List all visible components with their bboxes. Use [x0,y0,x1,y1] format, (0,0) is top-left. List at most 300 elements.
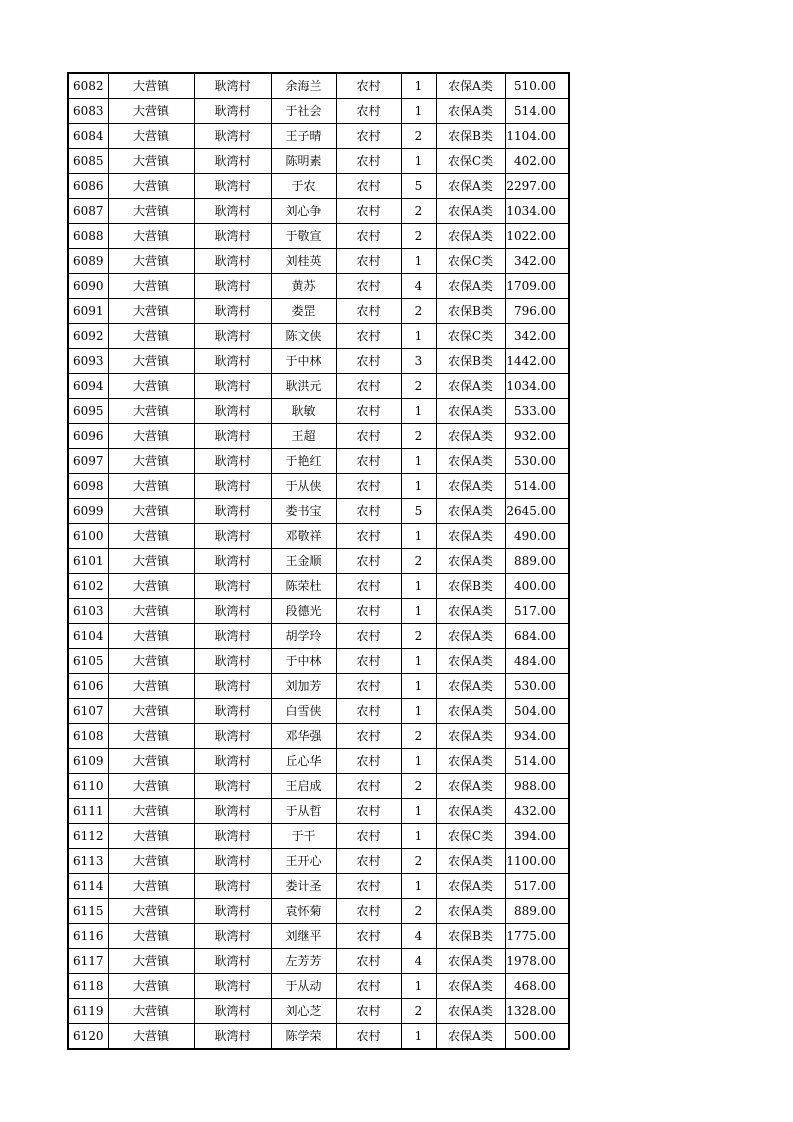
cell-amount: 1709.00 [505,274,569,299]
cell-amount: 1034.00 [505,374,569,399]
cell-member-count: 2 [401,224,436,249]
cell-member-count: 1 [401,399,436,424]
cell-household-type: 农村 [336,999,401,1024]
cell-town: 大营镇 [108,524,194,549]
cell-insurance-class: 农保A类 [436,649,505,674]
cell-town: 大营镇 [108,599,194,624]
cell-member-count: 1 [401,824,436,849]
cell-member-count: 1 [401,73,436,99]
cell-member-count: 4 [401,274,436,299]
cell-insurance-class: 农保A类 [436,674,505,699]
cell-insurance-class: 农保B类 [436,924,505,949]
cell-insurance-class: 农保A类 [436,399,505,424]
cell-name: 刘桂英 [271,249,336,274]
cell-village: 耿湾村 [194,724,271,749]
cell-amount: 796.00 [505,299,569,324]
cell-name: 于艳红 [271,449,336,474]
cell-row-number: 6103 [68,599,108,624]
cell-amount: 1034.00 [505,199,569,224]
cell-household-type: 农村 [336,849,401,874]
cell-insurance-class: 农保B类 [436,124,505,149]
cell-member-count: 1 [401,149,436,174]
cell-member-count: 4 [401,924,436,949]
cell-row-number: 6105 [68,649,108,674]
cell-town: 大营镇 [108,824,194,849]
table-row [68,224,569,249]
cell-amount: 889.00 [505,549,569,574]
table-row [68,924,569,949]
cell-row-number: 6097 [68,449,108,474]
cell-insurance-class: 农保A类 [436,699,505,724]
cell-member-count: 2 [401,849,436,874]
cell-row-number: 6082 [68,73,108,99]
table-row [68,524,569,549]
cell-amount: 533.00 [505,399,569,424]
table-row [68,299,569,324]
cell-village: 耿湾村 [194,974,271,999]
cell-household-type: 农村 [336,73,401,99]
cell-amount: 504.00 [505,699,569,724]
cell-row-number: 6111 [68,799,108,824]
cell-insurance-class: 农保A类 [436,749,505,774]
cell-amount: 934.00 [505,724,569,749]
cell-name: 邓敬祥 [271,524,336,549]
cell-name: 娄罡 [271,299,336,324]
cell-insurance-class: 农保A类 [436,1024,505,1050]
cell-household-type: 农村 [336,899,401,924]
cell-amount: 1775.00 [505,924,569,949]
cell-town: 大营镇 [108,999,194,1024]
cell-village: 耿湾村 [194,949,271,974]
table-row [68,799,569,824]
cell-name: 于干 [271,824,336,849]
cell-name: 王子晴 [271,124,336,149]
cell-town: 大营镇 [108,499,194,524]
cell-insurance-class: 农保A类 [436,424,505,449]
cell-village: 耿湾村 [194,549,271,574]
cell-amount: 1104.00 [505,124,569,149]
cell-member-count: 2 [401,624,436,649]
cell-village: 耿湾村 [194,499,271,524]
cell-row-number: 6096 [68,424,108,449]
cell-row-number: 6094 [68,374,108,399]
cell-member-count: 1 [401,649,436,674]
cell-village: 耿湾村 [194,299,271,324]
cell-village: 耿湾村 [194,249,271,274]
table-row [68,449,569,474]
cell-row-number: 6115 [68,899,108,924]
cell-town: 大营镇 [108,249,194,274]
cell-amount: 514.00 [505,99,569,124]
cell-name: 刘继平 [271,924,336,949]
cell-member-count: 1 [401,699,436,724]
table-row [68,1024,569,1050]
table-row [68,499,569,524]
table-row [68,749,569,774]
cell-name: 于从哲 [271,799,336,824]
cell-insurance-class: 农保B类 [436,574,505,599]
cell-name: 于中林 [271,349,336,374]
cell-amount: 517.00 [505,874,569,899]
cell-insurance-class: 农保A类 [436,449,505,474]
cell-town: 大营镇 [108,149,194,174]
cell-row-number: 6117 [68,949,108,974]
table-row [68,549,569,574]
table-row [68,999,569,1024]
cell-name: 陈明素 [271,149,336,174]
cell-town: 大营镇 [108,399,194,424]
cell-name: 于社会 [271,99,336,124]
table-row [68,774,569,799]
cell-town: 大营镇 [108,1024,194,1050]
cell-household-type: 农村 [336,474,401,499]
cell-village: 耿湾村 [194,199,271,224]
cell-row-number: 6083 [68,99,108,124]
table-row [68,974,569,999]
cell-row-number: 6093 [68,349,108,374]
cell-member-count: 2 [401,299,436,324]
cell-village: 耿湾村 [194,874,271,899]
cell-insurance-class: 农保A类 [436,474,505,499]
cell-village: 耿湾村 [194,224,271,249]
cell-member-count: 1 [401,574,436,599]
cell-town: 大营镇 [108,674,194,699]
cell-amount: 510.00 [505,73,569,99]
cell-name: 陈荣杜 [271,574,336,599]
cell-household-type: 农村 [336,99,401,124]
cell-name: 段德光 [271,599,336,624]
cell-row-number: 6116 [68,924,108,949]
cell-household-type: 农村 [336,824,401,849]
cell-insurance-class: 农保A类 [436,549,505,574]
cell-member-count: 2 [401,774,436,799]
cell-name: 娄计圣 [271,874,336,899]
cell-insurance-class: 农保A类 [436,73,505,99]
cell-name: 丘心华 [271,749,336,774]
cell-name: 黄苏 [271,274,336,299]
cell-household-type: 农村 [336,199,401,224]
cell-village: 耿湾村 [194,449,271,474]
cell-household-type: 农村 [336,799,401,824]
cell-village: 耿湾村 [194,774,271,799]
table-row [68,674,569,699]
cell-village: 耿湾村 [194,399,271,424]
cell-household-type: 农村 [336,174,401,199]
cell-amount: 1100.00 [505,849,569,874]
cell-village: 耿湾村 [194,849,271,874]
cell-member-count: 2 [401,424,436,449]
cell-household-type: 农村 [336,649,401,674]
cell-amount: 394.00 [505,824,569,849]
cell-household-type: 农村 [336,124,401,149]
cell-row-number: 6095 [68,399,108,424]
cell-town: 大营镇 [108,649,194,674]
table-row [68,474,569,499]
cell-village: 耿湾村 [194,474,271,499]
cell-insurance-class: 农保A类 [436,849,505,874]
cell-town: 大营镇 [108,724,194,749]
cell-name: 王开心 [271,849,336,874]
cell-insurance-class: 农保A类 [436,874,505,899]
cell-household-type: 农村 [336,724,401,749]
cell-amount: 484.00 [505,649,569,674]
cell-amount: 490.00 [505,524,569,549]
cell-row-number: 6104 [68,624,108,649]
cell-name: 余海兰 [271,73,336,99]
cell-row-number: 6120 [68,1024,108,1050]
roster-sheet [67,72,570,1050]
cell-insurance-class: 农保B类 [436,299,505,324]
cell-member-count: 1 [401,974,436,999]
cell-row-number: 6087 [68,199,108,224]
cell-member-count: 2 [401,999,436,1024]
cell-name: 耿敏 [271,399,336,424]
cell-amount: 517.00 [505,599,569,624]
cell-village: 耿湾村 [194,124,271,149]
cell-insurance-class: 农保A类 [436,624,505,649]
cell-insurance-class: 农保C类 [436,324,505,349]
cell-village: 耿湾村 [194,899,271,924]
cell-name: 刘心芝 [271,999,336,1024]
cell-insurance-class: 农保A类 [436,599,505,624]
cell-amount: 514.00 [505,749,569,774]
cell-name: 陈学荣 [271,1024,336,1050]
cell-town: 大营镇 [108,549,194,574]
cell-amount: 514.00 [505,474,569,499]
cell-name: 刘心争 [271,199,336,224]
cell-row-number: 6102 [68,574,108,599]
cell-row-number: 6099 [68,499,108,524]
cell-village: 耿湾村 [194,99,271,124]
cell-row-number: 6108 [68,724,108,749]
cell-name: 耿洪元 [271,374,336,399]
cell-insurance-class: 农保C类 [436,149,505,174]
table-row [68,249,569,274]
cell-insurance-class: 农保A类 [436,949,505,974]
cell-household-type: 农村 [336,374,401,399]
table-row [68,649,569,674]
cell-household-type: 农村 [336,399,401,424]
table-row [68,724,569,749]
cell-name: 王超 [271,424,336,449]
cell-household-type: 农村 [336,299,401,324]
cell-row-number: 6106 [68,674,108,699]
cell-row-number: 6112 [68,824,108,849]
table-row [68,73,569,99]
cell-village: 耿湾村 [194,674,271,699]
cell-member-count: 1 [401,99,436,124]
cell-row-number: 6085 [68,149,108,174]
cell-town: 大营镇 [108,274,194,299]
cell-household-type: 农村 [336,574,401,599]
cell-member-count: 2 [401,899,436,924]
cell-member-count: 2 [401,724,436,749]
cell-amount: 988.00 [505,774,569,799]
cell-row-number: 6101 [68,549,108,574]
table-row [68,699,569,724]
cell-household-type: 农村 [336,249,401,274]
cell-amount: 2297.00 [505,174,569,199]
cell-village: 耿湾村 [194,374,271,399]
cell-town: 大营镇 [108,349,194,374]
cell-member-count: 1 [401,749,436,774]
cell-insurance-class: 农保A类 [436,724,505,749]
cell-member-count: 1 [401,799,436,824]
cell-town: 大营镇 [108,299,194,324]
cell-row-number: 6107 [68,699,108,724]
cell-name: 白雪侠 [271,699,336,724]
cell-village: 耿湾村 [194,324,271,349]
cell-name: 于从侠 [271,474,336,499]
cell-household-type: 农村 [336,524,401,549]
cell-member-count: 4 [401,949,436,974]
table-row [68,199,569,224]
cell-household-type: 农村 [336,549,401,574]
cell-member-count: 1 [401,1024,436,1050]
cell-amount: 932.00 [505,424,569,449]
cell-amount: 1022.00 [505,224,569,249]
table-row [68,849,569,874]
cell-amount: 684.00 [505,624,569,649]
cell-row-number: 6089 [68,249,108,274]
cell-insurance-class: 农保A类 [436,274,505,299]
cell-insurance-class: 农保A类 [436,774,505,799]
table-row [68,349,569,374]
table-row [68,624,569,649]
cell-name: 胡学玲 [271,624,336,649]
cell-household-type: 农村 [336,1024,401,1050]
table-row [68,874,569,899]
cell-town: 大营镇 [108,949,194,974]
cell-amount: 889.00 [505,899,569,924]
cell-village: 耿湾村 [194,349,271,374]
cell-name: 邓华强 [271,724,336,749]
table-row [68,949,569,974]
cell-household-type: 农村 [336,749,401,774]
cell-village: 耿湾村 [194,274,271,299]
cell-household-type: 农村 [336,499,401,524]
cell-amount: 1978.00 [505,949,569,974]
cell-household-type: 农村 [336,974,401,999]
cell-town: 大营镇 [108,749,194,774]
cell-household-type: 农村 [336,449,401,474]
cell-village: 耿湾村 [194,424,271,449]
cell-amount: 432.00 [505,799,569,824]
cell-amount: 400.00 [505,574,569,599]
cell-town: 大营镇 [108,624,194,649]
cell-household-type: 农村 [336,924,401,949]
cell-member-count: 2 [401,199,436,224]
cell-name: 左芳芳 [271,949,336,974]
cell-village: 耿湾村 [194,1024,271,1050]
table-row [68,899,569,924]
cell-amount: 468.00 [505,974,569,999]
cell-member-count: 2 [401,124,436,149]
cell-insurance-class: 农保A类 [436,524,505,549]
cell-member-count: 3 [401,349,436,374]
table-row [68,324,569,349]
table-row [68,99,569,124]
cell-row-number: 6114 [68,874,108,899]
cell-insurance-class: 农保C类 [436,249,505,274]
cell-insurance-class: 农保A类 [436,224,505,249]
cell-member-count: 1 [401,474,436,499]
cell-amount: 342.00 [505,249,569,274]
cell-village: 耿湾村 [194,924,271,949]
cell-row-number: 6084 [68,124,108,149]
cell-town: 大营镇 [108,99,194,124]
table-row [68,124,569,149]
cell-member-count: 5 [401,174,436,199]
cell-town: 大营镇 [108,124,194,149]
cell-household-type: 农村 [336,674,401,699]
cell-member-count: 2 [401,374,436,399]
cell-insurance-class: 农保A类 [436,899,505,924]
cell-village: 耿湾村 [194,599,271,624]
roster-body [68,73,569,1049]
cell-amount: 530.00 [505,449,569,474]
cell-insurance-class: 农保A类 [436,374,505,399]
cell-member-count: 1 [401,874,436,899]
cell-member-count: 2 [401,549,436,574]
cell-row-number: 6100 [68,524,108,549]
cell-amount: 1442.00 [505,349,569,374]
cell-row-number: 6098 [68,474,108,499]
table-row [68,374,569,399]
cell-village: 耿湾村 [194,574,271,599]
cell-name: 王启成 [271,774,336,799]
cell-insurance-class: 农保C类 [436,824,505,849]
table-row [68,599,569,624]
cell-household-type: 农村 [336,274,401,299]
cell-household-type: 农村 [336,424,401,449]
cell-town: 大营镇 [108,699,194,724]
cell-amount: 342.00 [505,324,569,349]
cell-village: 耿湾村 [194,149,271,174]
cell-amount: 2645.00 [505,499,569,524]
cell-insurance-class: 农保A类 [436,174,505,199]
cell-insurance-class: 农保A类 [436,974,505,999]
cell-town: 大营镇 [108,774,194,799]
cell-household-type: 农村 [336,949,401,974]
cell-name: 于敬宣 [271,224,336,249]
cell-name: 于从动 [271,974,336,999]
cell-insurance-class: 农保A类 [436,199,505,224]
table-row [68,174,569,199]
table-row [68,399,569,424]
table-row [68,824,569,849]
cell-insurance-class: 农保A类 [436,99,505,124]
cell-town: 大营镇 [108,474,194,499]
cell-town: 大营镇 [108,899,194,924]
table-row [68,149,569,174]
cell-row-number: 6118 [68,974,108,999]
cell-member-count: 1 [401,449,436,474]
cell-household-type: 农村 [336,774,401,799]
cell-row-number: 6091 [68,299,108,324]
cell-household-type: 农村 [336,599,401,624]
cell-row-number: 6090 [68,274,108,299]
cell-town: 大营镇 [108,224,194,249]
cell-household-type: 农村 [336,624,401,649]
cell-household-type: 农村 [336,874,401,899]
cell-household-type: 农村 [336,224,401,249]
cell-town: 大营镇 [108,574,194,599]
cell-row-number: 6086 [68,174,108,199]
cell-name: 于农 [271,174,336,199]
table-row [68,424,569,449]
cell-member-count: 1 [401,674,436,699]
